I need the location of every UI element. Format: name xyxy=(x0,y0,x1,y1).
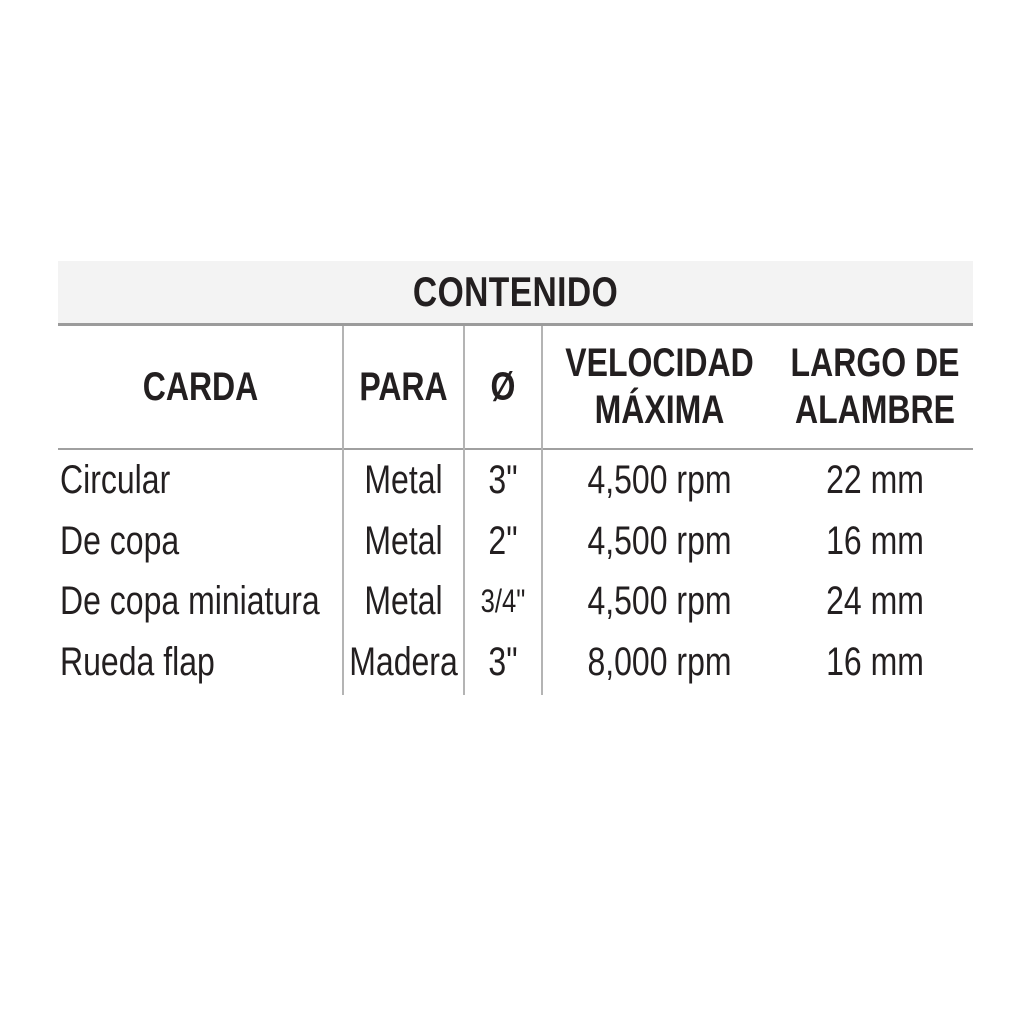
cell-para: Metal xyxy=(364,579,443,623)
cell-velocidad: 8,000 rpm xyxy=(587,639,732,684)
cell-diameter: 3/4" xyxy=(480,583,526,619)
cell-velocidad: 4,500 rpm xyxy=(587,458,732,502)
table-row xyxy=(58,450,973,511)
cell-diameter: 3" xyxy=(488,639,518,684)
cell-velocidad: 4,500 rpm xyxy=(587,579,732,623)
cell-carda: Rueda flap xyxy=(60,639,215,684)
table-row xyxy=(58,632,973,693)
column-header-diameter: Ø xyxy=(490,365,516,409)
column-header-carda: CARDA xyxy=(142,365,259,409)
cell-largo: 16 mm xyxy=(826,518,924,563)
table-row xyxy=(58,571,973,632)
cell-largo: 24 mm xyxy=(826,579,924,623)
cell-para: Metal xyxy=(364,518,443,563)
cell-velocidad: 4,500 rpm xyxy=(587,518,732,563)
cell-largo: 22 mm xyxy=(826,458,924,502)
cell-carda: Circular xyxy=(60,458,171,502)
column-header-para: PARA xyxy=(359,365,448,409)
cell-para: Metal xyxy=(364,458,443,502)
table-title: CONTENIDO xyxy=(412,268,619,315)
cell-largo: 16 mm xyxy=(826,639,924,684)
column-header-velocidad-maxima: VELOCIDAD MÁXIMA xyxy=(565,341,754,432)
table-title-band xyxy=(58,261,973,326)
cell-diameter: 3" xyxy=(488,458,518,502)
table-body xyxy=(58,450,973,692)
table-row xyxy=(58,511,973,572)
cell-carda: De copa xyxy=(60,518,180,563)
cell-para: Madera xyxy=(349,639,458,684)
spec-table xyxy=(58,261,973,695)
cell-carda: De copa miniatura xyxy=(60,579,320,623)
cell-diameter: 2" xyxy=(488,518,518,563)
column-header-largo-alambre: LARGO DE ALAMBRE xyxy=(790,341,960,432)
column-header-row xyxy=(58,326,973,450)
